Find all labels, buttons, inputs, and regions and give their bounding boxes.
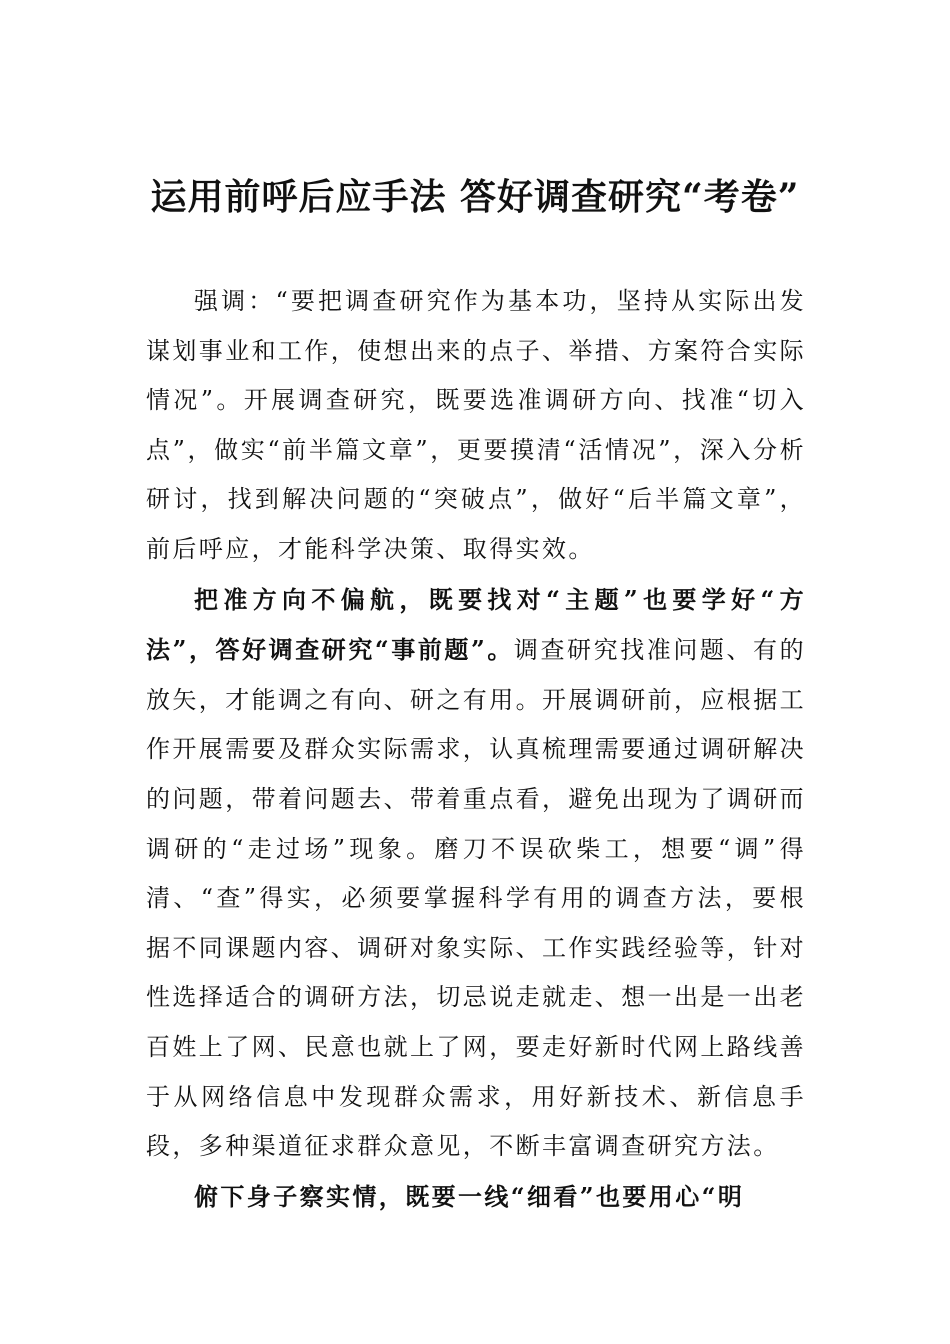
document-body (146, 276, 806, 1222)
paragraph-2 (146, 575, 806, 1172)
paragraph-lead: 俯下身子察实情，既要一线“细看”也要用心“明 (194, 1181, 745, 1211)
paragraph-text: 强调：“要把调查研究作为基本功，坚持从实际出发谋划事业和工作，使想出来的点子、举措、方案符合实际情况”。开展调查研究，既要选准调研方向、找准“切入点”，做实“前半篇文章”，更要摸清“活情况”，深入分析研讨，找到解决问题的“突破点”，做好“后半篇文章”，前后呼应，才能科学决策、取得实效。 (146, 287, 806, 563)
paragraph-lead: 把准方向不偏航，既要找对“主题”也要学好“方法”，答好调查研究“事前题”。 (146, 584, 806, 665)
paragraph-text: 调查研究找准问题、有的放矢，才能调之有向、研之有用。开展调研前，应根据工作开展需要及群众实际需求，认真梳理需要通过调研解决的问题，带着问题去、带着重点看，避免出现为了调研而调研的“走过场”现象。磨刀不误砍柴工，想要“调”得清、“查”得实，必须要掌握科学有用的调查方法，要根据不同课题内容、调研对象实际、工作实践经验等，针对性选择适合的调研方法，切忌说走就走、想一出是一出老百姓上了网、民意也就上了网，要走好新时代网上路线善于从网络信息中发现群众需求，用好新技术、新信息手段，多种渠道征求群众意见，不断丰富调查研究方法。 (146, 636, 806, 1161)
paragraph-3 (146, 1172, 806, 1223)
paragraph-1 (146, 276, 806, 575)
document-title: 运用前呼后应手法 答好调查研究“考卷” (150, 176, 800, 218)
